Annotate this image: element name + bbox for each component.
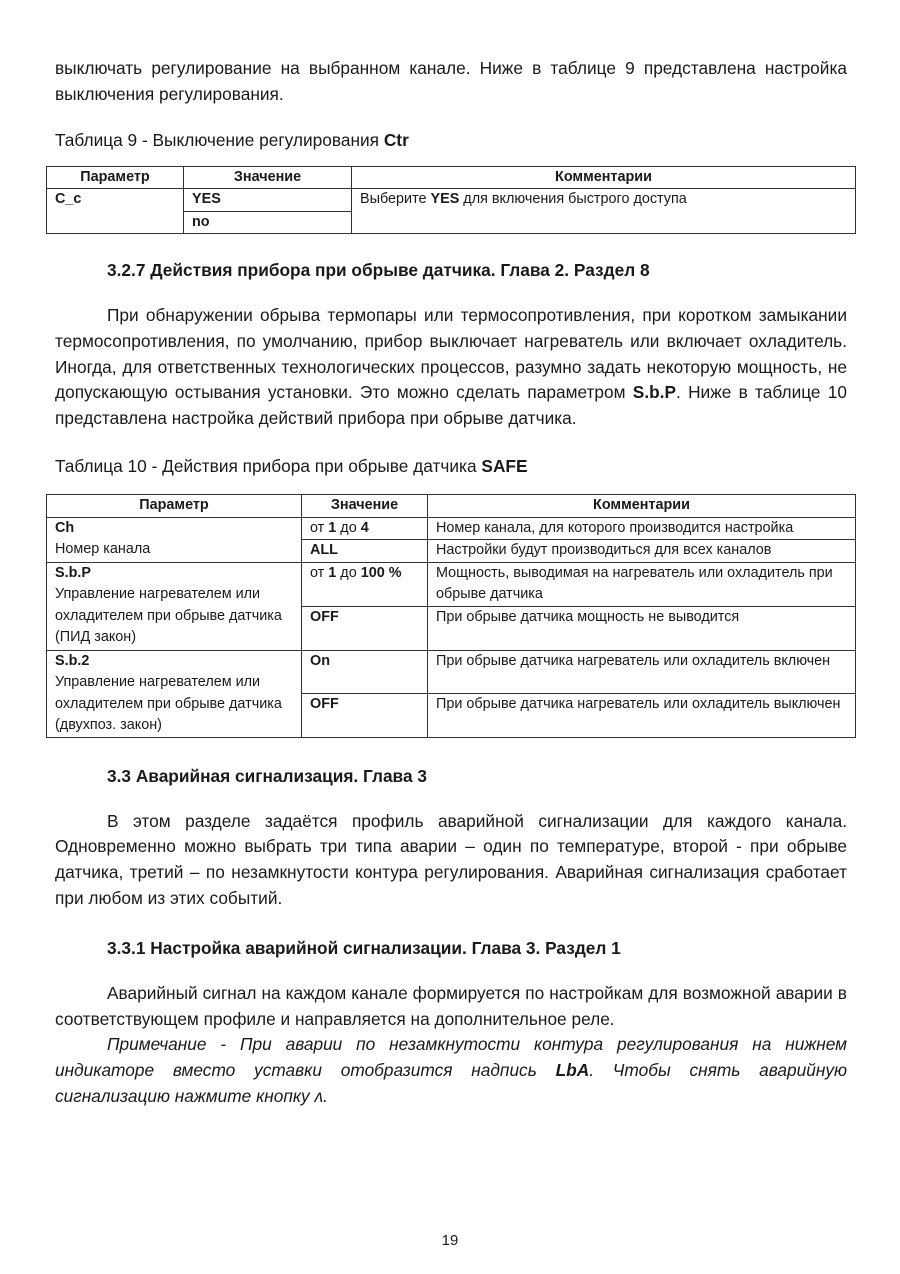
comment-cell: При обрыве датчика нагреватель или охладитель выключен (428, 694, 856, 738)
table10-header-comment: Комментарии (428, 495, 856, 518)
page-number: 19 (441, 1232, 459, 1249)
table10-caption: Таблица 10 - Действия прибора при обрыве датчика SAFE (55, 456, 528, 477)
comment-cell: Мощность, выводимая на нагреватель или охладитель при обрыве датчика (428, 562, 856, 606)
section-heading-3-3: 3.3 Аварийная сигнализация. Глава 3 (107, 765, 427, 786)
table9-param: C_c (47, 189, 184, 234)
note-paragraph: Примечание - При аварии по незамкнутости контура регулирования на нижнем индикаторе вместо уставки отобразится надпись LbA. Чтобы снять аварийную сигнализацию нажмите кнопку ʌ. (55, 1034, 848, 1106)
param-cell: Ch Номер канала (47, 517, 302, 562)
value-cell: OFF (302, 694, 428, 738)
section-3-2-7-paragraph: При обнаружении обрыва термопары или термосопротивления, при коротком замыкании термосопротивления, по умолчанию, прибор выключает нагреватель или включает охладитель. Иногда, для ответственных технологических процессов, разумно задать некоторую мощность, не допускающую остывания установки. Это можно сделать параметром S.b.P. Ниже в таблице 10 представлена настройка действий прибора при обрыве датчика. (55, 305, 848, 429)
section-3-3-1-paragraph: Аварийный сигнал на каждом канале формируется по настройкам для возможной аварии в соответствующем профиле и направляется на дополнительное реле. (55, 982, 847, 1029)
table-row (47, 517, 856, 540)
section-heading-3-3-1: 3.3.1 Настройка аварийной сигнализации. Глава 3. Раздел 1 (107, 937, 621, 958)
up-arrow-key-icon: ʌ (314, 1085, 324, 1106)
value-cell: OFF (302, 606, 428, 650)
table9-header-comment: Комментарии (352, 166, 856, 189)
table-row (47, 562, 856, 606)
intro-paragraph: выключать регулирование на выбранном канале. Ниже в таблице 9 представлена настройка выключения регулирования. (55, 58, 847, 104)
table10-header-param: Параметр (47, 495, 302, 518)
comment-cell: При обрыве датчика нагреватель или охладитель включен (428, 650, 856, 694)
section-3-3-paragraph: В этом разделе задаётся профиль аварийной сигнализации для каждого канала. Одновременно можно выбрать три типа аварии – один по температуре, второй - при обрыве датчика, третий – по незамкнутости контура регулирования. Аварийная сигнализация сработает при любом из этих событий. (55, 810, 847, 908)
section-heading-3-2-7: 3.2.7 Действия прибора при обрыве датчика. Глава 2. Раздел 8 (107, 260, 650, 281)
table9-header-param: Параметр (47, 166, 184, 189)
table9-caption: Таблица 9 - Выключение регулирования Ctr (55, 129, 409, 150)
table9-header-value: Значение (184, 166, 352, 189)
table9-value-no: no (184, 211, 352, 234)
param-cell: S.b.P Управление нагревателем или охладителем при обрыве датчика (ПИД закон) (47, 562, 302, 650)
value-cell: от 1 до 4 (302, 517, 428, 540)
value-cell: On (302, 650, 428, 694)
table9 (46, 166, 856, 235)
table10 (46, 494, 856, 738)
comment-cell: Настройки будут производиться для всех каналов (428, 540, 856, 563)
value-cell: ALL (302, 540, 428, 563)
comment-cell: При обрыве датчика мощность не выводится (428, 606, 856, 650)
table-row (47, 650, 856, 694)
comment-cell: Номер канала, для которого производится настройка (428, 517, 856, 540)
value-cell: от 1 до 100 % (302, 562, 428, 606)
table9-comment: Выберите YES для включения быстрого доступа (352, 189, 856, 234)
param-cell: S.b.2 Управление нагревателем или охладителем при обрыве датчика (двухпоз. закон) (47, 650, 302, 737)
table10-header-value: Значение (302, 495, 428, 518)
table9-value-yes: YES (184, 189, 352, 212)
document-page (55, 56, 847, 1110)
